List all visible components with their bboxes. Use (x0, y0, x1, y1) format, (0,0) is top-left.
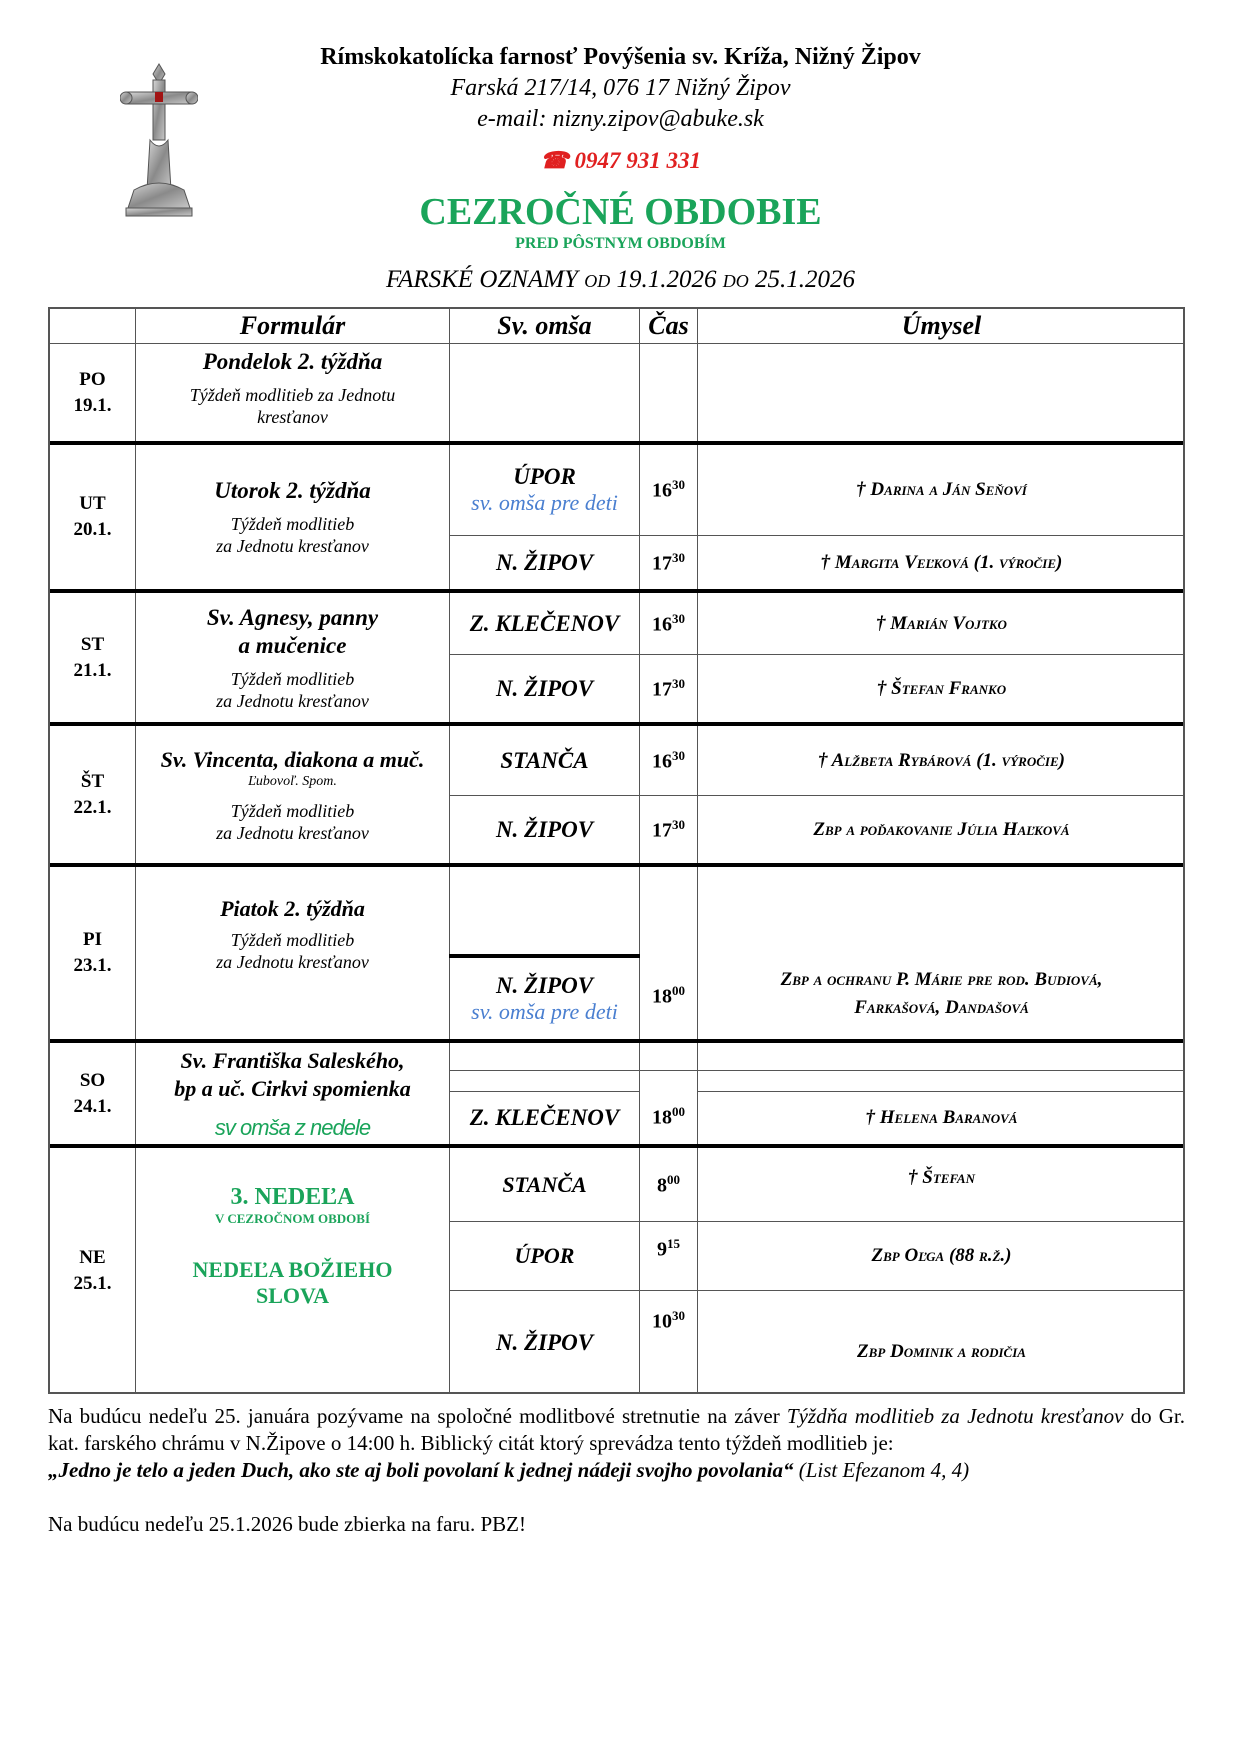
range-to-label: DO (722, 271, 749, 291)
col-formular: Formulár (239, 311, 346, 340)
day-wed: ST 21.1. (73, 633, 112, 681)
time-wed-2: $17^{30}$ (652, 675, 685, 701)
season-title: CEZROČNÉ OBDOBIE (419, 191, 822, 233)
formular-mon: Pondelok 2. týždňa Týždeň modlitieb za Jednotu kresťanov (189, 349, 396, 427)
col-omsa: Sv. omša (497, 311, 592, 340)
time-sun-2: $9^{15}$ (657, 1236, 680, 1261)
intent-sun-3: Zbp Dominik a rodičia (857, 1340, 1026, 1362)
date-range (0, 266, 1241, 294)
mass-thu-2: N. ŽIPOV (495, 816, 594, 842)
range-from-label: OD (584, 271, 611, 291)
intent-thu-1: † Alžbeta Rybárová (1. výročie) (818, 749, 1065, 771)
time-sat-1: $18^{00}$ (652, 1104, 685, 1129)
mass-sun-3: N. ŽIPOV (495, 1329, 594, 1355)
intent-fri-1: Zbp a ochranu P. Márie pre rod. Budiová, Farkašová, Dandašová (780, 969, 1103, 1018)
mass-sun-1: STANČA (502, 1171, 587, 1197)
day-mon: PO 19.1. (73, 368, 112, 416)
range-from: 19.1.2026 (616, 266, 717, 293)
day-sat: SO 24.1. (73, 1069, 112, 1117)
col-cas: Čas (648, 311, 689, 340)
mass-thu-1: STANČA (500, 747, 589, 773)
time-tue-2: $17^{30}$ (652, 549, 685, 575)
phone-number: 0947 931 331 (574, 148, 701, 173)
time-fri-1: $18^{00}$ (652, 983, 685, 1008)
intent-sat-1: † Helena Baranová (865, 1107, 1018, 1128)
parish-email: e-mail: nizny.zipov@abuke.sk (477, 106, 764, 132)
day-thu: ŠT 22.1. (73, 770, 112, 818)
time-sun-3: $10^{30}$ (652, 1308, 685, 1333)
intent-wed-1: † Marián Vojtko (876, 612, 1007, 634)
parish-title: Rímskokatolícka farnosť Povýšenia sv. Kríža, Nižný Žipov (320, 44, 921, 70)
season-subtitle: PRED PÔSTNYM OBDOBÍM (515, 235, 726, 252)
mass-tue-2: N. ŽIPOV (495, 549, 594, 575)
formular-fri: Piatok 2. týždňa Týždeň modlitieb za Jednotu kresťanov (216, 896, 369, 972)
announcements (48, 1403, 1185, 1538)
intent-thu-2: Zbp a poďakovanie Júlia Haľková (813, 818, 1070, 840)
time-tue-1: $16^{30}$ (652, 477, 685, 502)
mass-wed-2: N. ŽIPOV (495, 675, 594, 701)
mass-wed-1: Z. KLEČENOV (469, 610, 620, 636)
mass-sun-2: ÚPOR (514, 1243, 575, 1268)
mass-fri-1: N. ŽIPOV sv. omša pre deti (471, 973, 618, 1024)
formular-tue: Utorok 2. týždňa Týždeň modlitieb za Jednotu kresťanov (214, 478, 371, 556)
phone-line (0, 148, 1241, 174)
bible-quote: „Jedno je telo a jeden Duch, ako ste aj boli povolaní k jednej nádeji svojho povolania“ (List Efezanom 4, 4) (48, 1458, 970, 1482)
day-tue: UT 20.1. (73, 493, 112, 540)
phone-icon: ☎ (540, 148, 569, 173)
time-sun-1: $8^{00}$ (657, 1171, 680, 1197)
intent-tue-1: † Darina a Ján Seňoví (856, 479, 1027, 500)
formular-thu: Sv. Vincenta, diakona a muč. Ľubovoľ. Spom. Týždeň modlitieb za Jednotu kresťanov (160, 746, 425, 843)
day-sun: NE 25.1. (73, 1247, 112, 1294)
time-wed-1: $16^{30}$ (652, 610, 685, 636)
intent-sun-1: † Štefan (908, 1167, 975, 1188)
time-thu-2: $17^{30}$ (652, 816, 685, 842)
intent-tue-2: † Margita Veľková (1. výročie) (820, 551, 1063, 573)
schedule-table (48, 307, 1185, 1394)
intent-wed-2: † Štefan Franko (876, 677, 1007, 699)
day-fri: PI 23.1. (73, 929, 112, 976)
range-label: FARSKÉ OZNAMY (386, 266, 578, 293)
time-thu-1: $16^{30}$ (652, 747, 685, 773)
mass-tue-1: ÚPOR sv. omša pre deti (471, 464, 618, 515)
range-to: 25.1.2026 (754, 266, 855, 293)
parish-address: Farská 217/14, 076 17 Nižný Žipov (450, 75, 791, 101)
announcement-1: Na budúcu nedeľu 25. januára pozývame na spoločné modlitbové stretnutie na záver Týždňa modlitieb za Jednotu kresťanov do Gr. kat. farského chrámu v N.Žipove o 14:00 h. Biblický citát ktorý sprevádza tento týždeň modlitieb je: (48, 1404, 1186, 1455)
col-umysel: Úmysel (901, 311, 982, 340)
formular-sun: 3. NEDEĽA V CEZROČNOM OBDOBÍ NEDEĽA BOŽIEHO SLOVA (192, 1184, 393, 1308)
formular-wed: Sv. Agnesy, panny a mučenice Týždeň modlitieb za Jednotu kresťanov (206, 604, 379, 711)
mass-sat-1: Z. KLEČENOV (469, 1105, 620, 1130)
intent-sun-2: Zbp Oľga (88 r.ž.) (871, 1245, 1012, 1266)
formular-sat: Sv. Františka Saleského, bp a uč. Cirkvi spomienka sv omša z nedele (174, 1047, 411, 1140)
announcement-2: Na budúcu nedeľu 25.1.2026 bude zbierka na faru. PBZ! (48, 1512, 526, 1536)
sat-green-note: sv omša z nedele (214, 1114, 371, 1140)
